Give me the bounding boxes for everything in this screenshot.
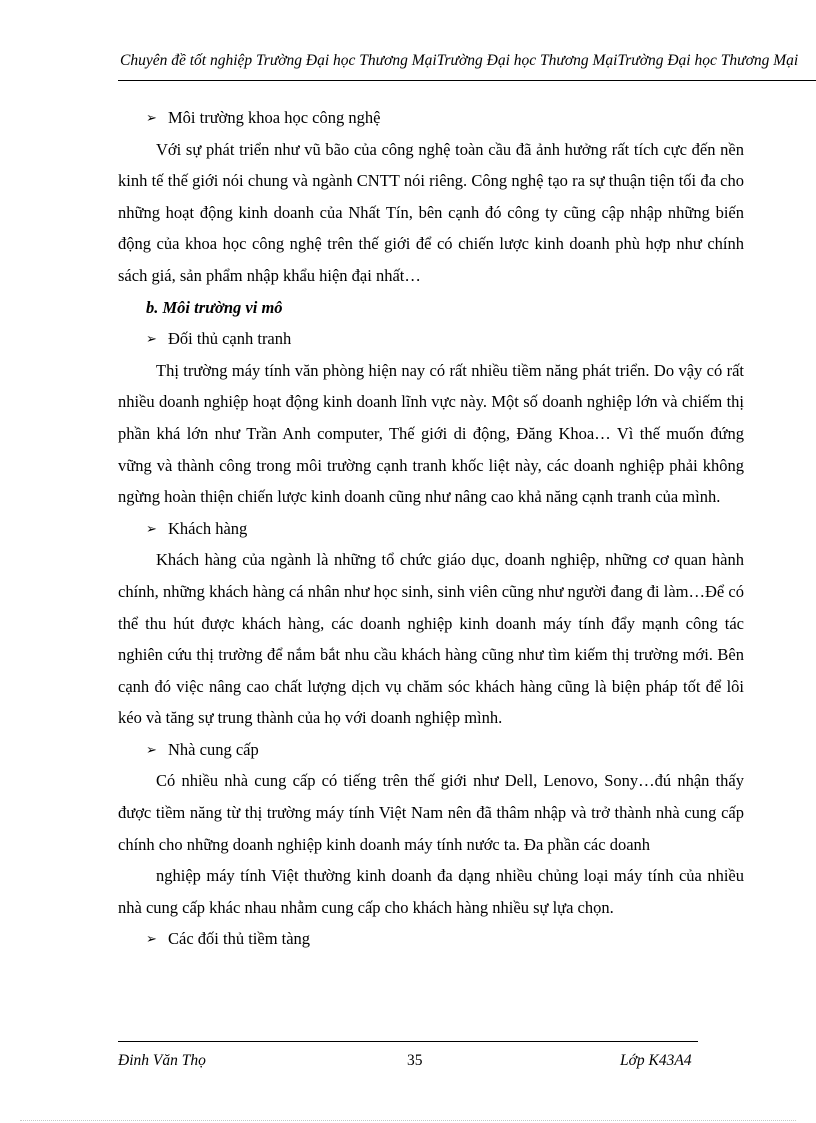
page-bottom-border — [20, 1120, 796, 1121]
header-divider — [118, 80, 816, 81]
arrow-bullet-icon: ➢ — [146, 110, 157, 125]
paragraph-customers: Khách hàng của ngành là những tổ chức giáo dục, doanh nghiệp, những cơ quan hành chính, những khách hàng cá nhân như học sinh, sinh viên cũng như người đang đi làm…Để có thể thu hút được khách hàng, các doanh nghiệp kinh doanh máy tính đẩy mạnh công tác nghiên cứu thị trường để nắm bắt nhu cầu khách hàng cũng như tìm kiếm thị trường mới. Bên cạnh đó việc nâng cao chất lượng dịch vụ chăm sóc khách hàng cũng là biện pháp tốt để lôi kéo và tăng sự trung thành của họ với doanh nghiệp mình. — [118, 550, 744, 728]
section-heading-science — [146, 102, 744, 134]
section-heading-suppliers — [146, 734, 744, 766]
footer-divider — [118, 1041, 698, 1042]
section-heading-competitors — [146, 323, 744, 355]
section-title: Đối thủ cạnh tranh — [168, 329, 292, 349]
footer-page-number: 35 — [407, 1052, 423, 1069]
section-title: Khách hàng — [168, 518, 248, 538]
footer-class: Lớp K43A4 — [620, 1052, 692, 1069]
arrow-bullet-icon: ➢ — [146, 331, 157, 347]
footer-author: Đinh Văn Thọ — [118, 1052, 206, 1069]
arrow-bullet-icon: ➢ — [146, 931, 157, 947]
section-heading-customers — [146, 513, 744, 545]
paragraph-competitors: Thị trường máy tính văn phòng hiện nay có rất nhiều tiềm năng phát triển. Do vậy có rất nhiều doanh nghiệp hoạt động kinh doanh lĩnh vực này. Một số doanh nghiệp lớn và chiếm thị phần khá lớn như Trần Anh computer, Thế giới di động, Đăng Khoa… Vì thế muốn đứng vững và thành công trong môi trường cạnh tranh khốc liệt này, các doanh nghiệp phải không ngừng hoàn thiện chiến lược kinh doanh cũng như nâng cao khả năng cạnh tranh của mình. — [118, 360, 744, 507]
paragraph-suppliers-2: nghiệp máy tính Việt thường kinh doanh đa dạng nhiều chủng loại máy tính của nhiều nhà cung cấp khác nhau nhằm cung cấp cho khách hàng nhiều sự lựa chọn. — [118, 866, 744, 917]
arrow-bullet-icon: ➢ — [146, 741, 157, 757]
page-content — [118, 102, 744, 955]
section-heading-potential — [146, 923, 744, 955]
paragraph-suppliers-1: Có nhiều nhà cung cấp có tiếng trên thế giới như Dell, Lenovo, Sony…đú nhận thấy được tiềm năng từ thị trường máy tính Việt Nam nên đã thâm nhập và trở thành nhà cung cấp chính cho những doanh nghiệp kinh doanh máy tính nước ta. Đa phần các doanh — [118, 771, 744, 854]
page-header: Chuyên đề tốt nghiệp Trường Đại học Thương MạiTrường Đại học Thương MạiTrường Đại học Thương Mại — [120, 52, 799, 69]
paragraph-science: Với sự phát triển như vũ bão của công nghệ toàn cầu đã ảnh hưởng rất tích cực đến nền kinh tế thế giới nói chung và ngành CNTT nói riêng. Công nghệ tạo ra sự thuận tiện tối đa cho những hoạt động kinh doanh của Nhất Tín, bên cạnh đó công ty cũng cập nhập những biến động của khoa học công nghệ trên thế giới để có chiến lược kinh doanh phù hợp như chính sách giá, sản phẩm nhập khẩu hiện đại nhất… — [118, 139, 744, 285]
section-title: Nhà cung cấp — [168, 739, 259, 759]
subheading-micro-environment: b. Môi trường vi mô — [146, 297, 283, 317]
section-title: Môi trường khoa học công nghệ — [168, 108, 381, 127]
arrow-bullet-icon: ➢ — [146, 520, 157, 536]
section-title: Các đối thủ tiềm tàng — [168, 929, 311, 949]
